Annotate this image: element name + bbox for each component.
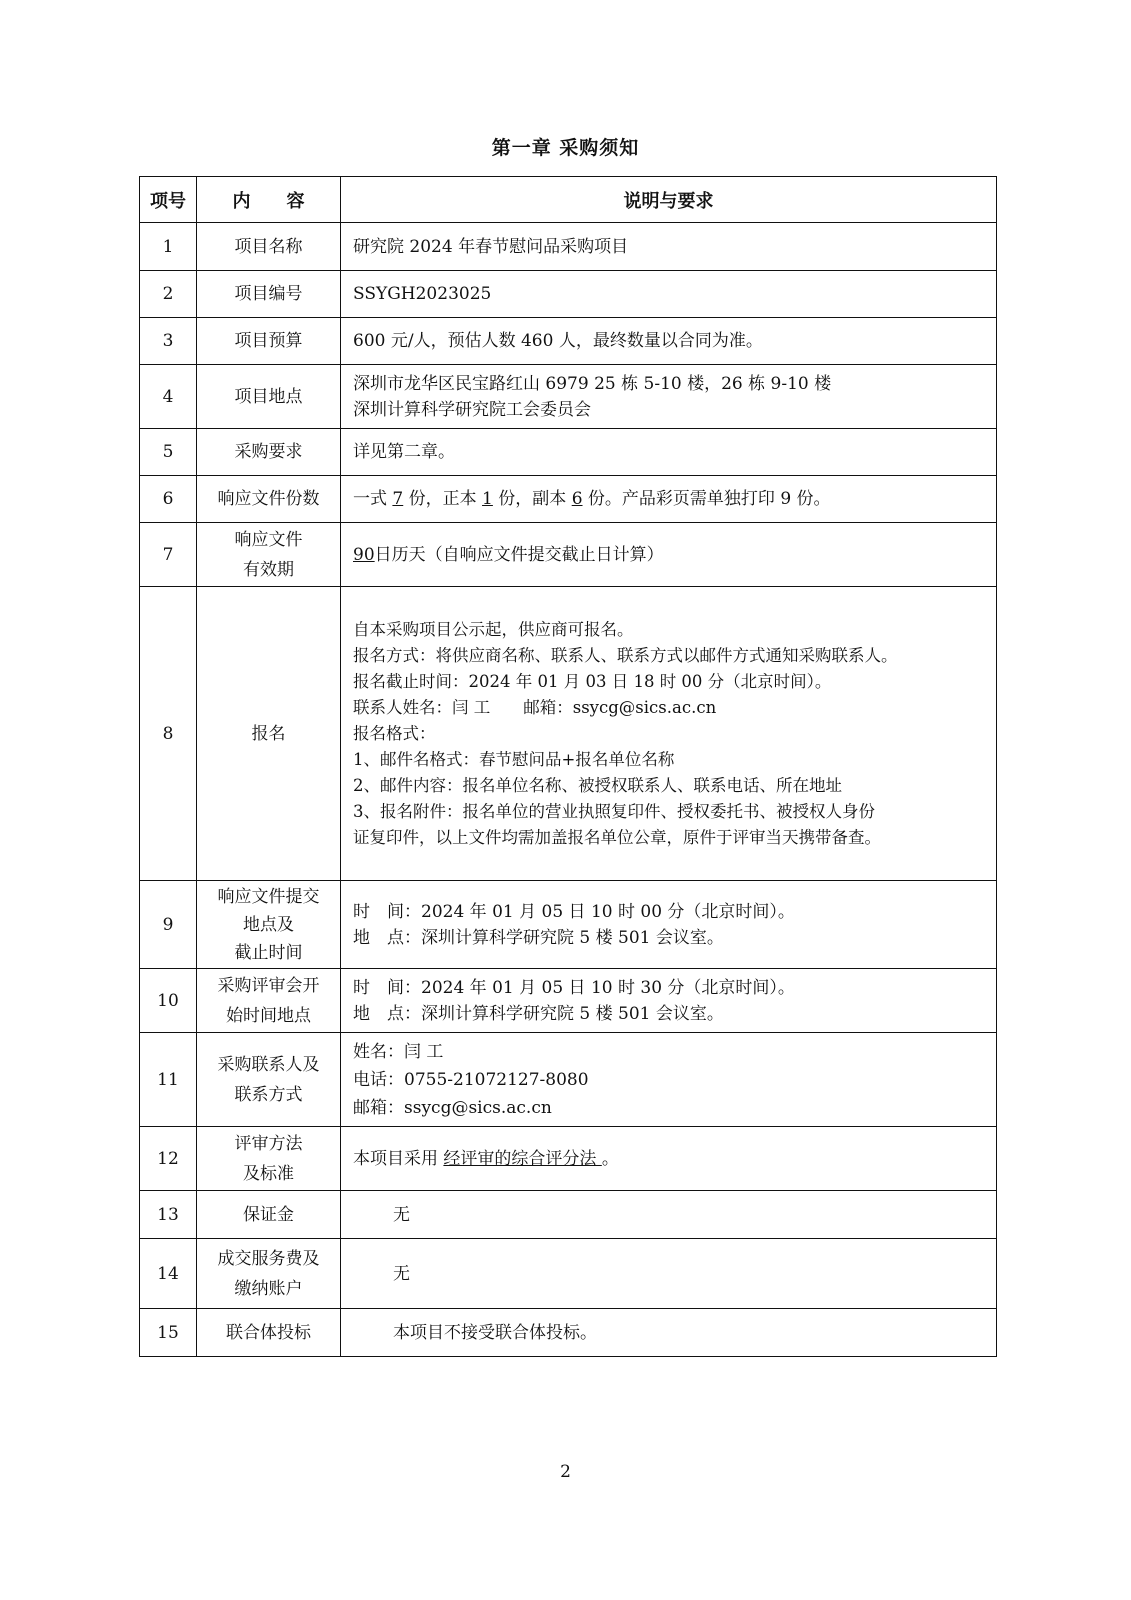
row-no: 2 (140, 271, 197, 318)
page-number: 2 (560, 1462, 571, 1482)
row-desc: 600 元/人，预估人数 460 人，最终数量以合同为准。 (341, 318, 997, 365)
row-item: 响应文件 有效期 (197, 523, 341, 587)
row-item: 响应文件份数 (197, 476, 341, 523)
table-row (140, 1127, 997, 1191)
table-row (140, 318, 997, 365)
row-desc: 时 间：2024 年 01 月 05 日 10 时 30 分（北京时间）。 地 点：深圳计算科学研究院 5 楼 501 会议室。 (341, 969, 997, 1033)
row-desc: 无 (341, 1239, 997, 1309)
row-item: 项目预算 (197, 318, 341, 365)
row-item: 响应文件提交 地点及 截止时间 (197, 881, 341, 969)
row-desc: 时 间：2024 年 01 月 05 日 10 时 00 分（北京时间）。 地 点：深圳计算科学研究院 5 楼 501 会议室。 (341, 881, 997, 969)
table-row (140, 1309, 997, 1357)
row-no: 1 (140, 223, 197, 271)
row-no: 5 (140, 429, 197, 476)
row-item: 项目编号 (197, 271, 341, 318)
row-no: 7 (140, 523, 197, 587)
table-row (140, 881, 997, 969)
header-desc: 说明与要求 (341, 177, 997, 223)
row-item: 采购评审会开 始时间地点 (197, 969, 341, 1033)
row-desc: SSYGH2023025 (341, 271, 997, 318)
table-row (140, 365, 997, 429)
table-row (140, 523, 997, 587)
table-header-row (140, 177, 997, 223)
row-item: 成交服务费及 缴纳账户 (197, 1239, 341, 1309)
row-no: 13 (140, 1191, 197, 1239)
chapter-title: 第一章 采购须知 (491, 137, 640, 159)
row-no: 6 (140, 476, 197, 523)
row-no: 15 (140, 1309, 197, 1357)
row-no: 4 (140, 365, 197, 429)
row-no: 8 (140, 587, 197, 881)
row-desc: 详见第二章。 (341, 429, 997, 476)
table-row (140, 969, 997, 1033)
table-row (140, 1239, 997, 1309)
row-no: 11 (140, 1033, 197, 1127)
row-desc: 自本采购项目公示起，供应商可报名。 报名方式：将供应商名称、联系人、联系方式以邮件方式通知采购联系人。 报名截止时间：2024 年 01 月 03 日 18 时 00 分（北京时间）。 联系人姓名：闫 工 邮箱：ssycg@sics.ac.cn 报名格式： 1、邮件名格式：春节慰问品+报名单位名称 2、邮件内容：报名单位名称、被授权联系人、联系电话、所在地址 3、报名附件：报名单位的营业执照复印件、授权委托书、被授权人身份 证复印件，以上文件均需加盖报名单位公章，原件于评审当天携带备查。 (341, 587, 997, 881)
table-row (140, 587, 997, 881)
row-desc: 研究院 2024 年春节慰问品采购项目 (341, 223, 997, 271)
row-item: 保证金 (197, 1191, 341, 1239)
row-item: 项目名称 (197, 223, 341, 271)
table-row (140, 1033, 997, 1127)
row-item: 项目地点 (197, 365, 341, 429)
row-item: 报名 (197, 587, 341, 881)
row-desc: 姓名：闫 工 电话：0755-21072127-8080 邮箱：ssycg@sics.ac.cn (341, 1033, 997, 1127)
row-desc: 90日历天（自响应文件提交截止日计算） (341, 523, 997, 587)
row-no: 9 (140, 881, 197, 969)
requirements-table (139, 176, 997, 1357)
row-desc: 无 (341, 1191, 997, 1239)
row-no: 3 (140, 318, 197, 365)
row-item: 联合体投标 (197, 1309, 341, 1357)
header-item: 内 容 (197, 177, 341, 223)
row-no: 10 (140, 969, 197, 1033)
row-item: 采购联系人及 联系方式 (197, 1033, 341, 1127)
row-desc: 一式 7 份，正本 1 份，副本 6 份。产品彩页需单独打印 9 份。 (341, 476, 997, 523)
header-no: 项号 (140, 177, 197, 223)
row-item: 评审方法 及标准 (197, 1127, 341, 1191)
table-row (140, 429, 997, 476)
row-desc: 本项目不接受联合体投标。 (341, 1309, 997, 1357)
row-desc: 深圳市龙华区民宝路红山 6979 25 栋 5-10 楼，26 栋 9-10 楼 深圳计算科学研究院工会委员会 (341, 365, 997, 429)
row-no: 14 (140, 1239, 197, 1309)
table-row (140, 223, 997, 271)
table-row (140, 1191, 997, 1239)
row-no: 12 (140, 1127, 197, 1191)
table-row (140, 476, 997, 523)
table-row (140, 271, 997, 318)
row-desc: 本项目采用 经评审的综合评分法 。 (341, 1127, 997, 1191)
row-item: 采购要求 (197, 429, 341, 476)
